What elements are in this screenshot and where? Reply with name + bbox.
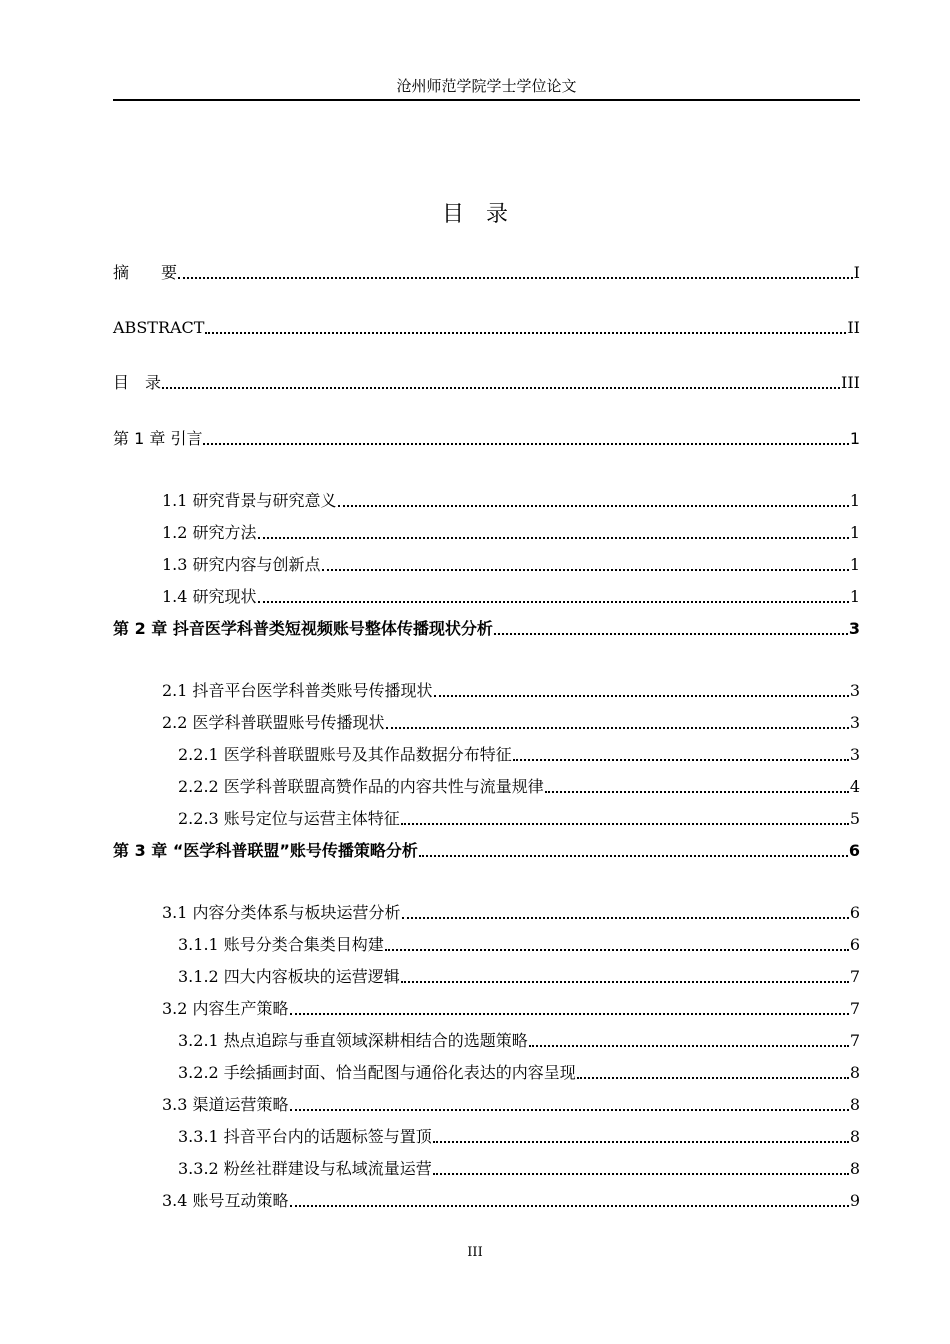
toc-entry-title: 1.1 研究背景与研究意义 [162, 491, 337, 510]
toc-entry-section-2-2-3[interactable] [178, 806, 860, 830]
toc-entry-section-3-1-2[interactable] [178, 964, 860, 988]
toc-entry-page: 6 [848, 841, 860, 860]
toc-leader-dots [494, 633, 848, 635]
toc-entry-title: 3.4 账号互动策略 [162, 1191, 289, 1210]
toc-leader-dots [205, 332, 846, 334]
toc-entry-page: I [853, 263, 860, 282]
toc-leader-dots [401, 823, 849, 825]
toc-entry-page: 1 [849, 429, 860, 448]
toc-leader-dots [203, 443, 848, 445]
toc-entry-section-1-4[interactable] [162, 584, 860, 608]
toc-entry-section-3-1-1[interactable] [178, 932, 860, 956]
toc-leader-dots [258, 537, 849, 539]
toc-entry-title: 摘 要 [113, 263, 178, 282]
toc-entry-section-1-3[interactable] [162, 552, 860, 576]
page-number-footer: III [467, 1245, 483, 1260]
toc-leader-dots [419, 855, 848, 857]
toc-entry-section-2-2[interactable] [162, 710, 860, 734]
toc-leader-dots [338, 505, 849, 507]
toc-leader-dots [513, 759, 849, 761]
toc-leader-dots [545, 791, 849, 793]
toc-entry-section-3-1[interactable] [162, 900, 860, 924]
toc-entry-page: 3 [848, 619, 860, 638]
toc-leader-dots [290, 1109, 849, 1111]
toc-entry-title: 3.1.1 账号分类合集类目构建 [178, 935, 384, 954]
toc-entry-contents[interactable] [113, 370, 860, 394]
toc-entry-title: 3.3 渠道运营策略 [162, 1095, 289, 1114]
toc-leader-dots [401, 981, 849, 983]
toc-entry-page: 8 [849, 1127, 860, 1146]
toc-leader-dots [178, 277, 853, 279]
toc-entry-abstract-cn[interactable] [113, 260, 860, 284]
toc-entry-page: 8 [849, 1159, 860, 1178]
toc-entry-page: 3 [849, 745, 860, 764]
toc-leader-dots [433, 1141, 849, 1143]
toc-entry-title: 2.2.3 账号定位与运营主体特征 [178, 809, 400, 828]
toc-entry-title: 1.4 研究现状 [162, 587, 257, 606]
toc-entry-title: 2.2.1 医学科普联盟账号及其作品数据分布特征 [178, 745, 512, 764]
toc-entry-title: 2.2.2 医学科普联盟高赞作品的内容共性与流量规律 [178, 777, 544, 796]
toc-entry-chapter-2[interactable] [113, 616, 860, 640]
toc-entry-page: 8 [849, 1095, 860, 1114]
toc-entry-title: 第 2 章 抖音医学科普类短视频账号整体传播现状分析 [113, 619, 493, 638]
toc-entry-page: III [841, 373, 860, 392]
toc-entry-page: 7 [849, 999, 860, 1018]
toc-entry-section-3-2-1[interactable] [178, 1028, 860, 1052]
toc-leader-dots [385, 949, 849, 951]
toc-entry-page: 5 [849, 809, 860, 828]
toc-entry-page: 1 [849, 491, 860, 510]
toc-entry-page: 3 [849, 681, 860, 700]
toc-leader-dots [386, 727, 849, 729]
toc-entry-page: 6 [849, 903, 860, 922]
toc-entry-page: 3 [849, 713, 860, 732]
toc-entry-title: 3.2.1 热点追踪与垂直领域深耕相结合的选题策略 [178, 1031, 528, 1050]
toc-leader-dots [577, 1077, 849, 1079]
toc-entry-title: 2.1 抖音平台医学科普类账号传播现状 [162, 681, 433, 700]
toc-entry-title: 3.2 内容生产策略 [162, 999, 289, 1018]
toc-leader-dots [322, 569, 849, 571]
toc-entry-title: 3.2.2 手绘插画封面、恰当配图与通俗化表达的内容呈现 [178, 1063, 576, 1082]
toc-entry-section-2-2-1[interactable] [178, 742, 860, 766]
toc-leader-dots [162, 387, 840, 389]
toc-entry-abstract-en[interactable] [113, 315, 860, 339]
toc-entry-page: 6 [849, 935, 860, 954]
toc-entry-page: 4 [849, 777, 860, 796]
toc-entry-section-3-3-1[interactable] [178, 1124, 860, 1148]
toc-leader-dots [433, 1173, 849, 1175]
toc-entry-section-3-3[interactable] [162, 1092, 860, 1116]
toc-leader-dots [258, 601, 849, 603]
toc-entry-title: 1.3 研究内容与创新点 [162, 555, 321, 574]
toc-entry-page: 7 [849, 1031, 860, 1050]
toc-entry-page: 1 [849, 523, 860, 542]
toc-entry-section-2-1[interactable] [162, 678, 860, 702]
toc-entry-title: 3.1 内容分类体系与板块运营分析 [162, 903, 401, 922]
toc-entry-title: 1.2 研究方法 [162, 523, 257, 542]
toc-entry-title: 第 1 章 引言 [113, 429, 203, 448]
toc-entry-page: 8 [849, 1063, 860, 1082]
toc-entry-title: 第 3 章 “医学科普联盟”账号传播策略分析 [113, 841, 418, 860]
toc-entry-title: 3.3.1 抖音平台内的话题标签与置顶 [178, 1127, 432, 1146]
toc-entry-chapter-3[interactable] [113, 838, 860, 862]
toc-leader-dots [290, 1013, 849, 1015]
toc-entry-page: 9 [849, 1191, 860, 1210]
toc-entry-title: ABSTRACT [113, 318, 205, 337]
toc-entry-section-1-1[interactable] [162, 488, 860, 512]
toc-entry-title: 3.1.2 四大内容板块的运营逻辑 [178, 967, 400, 986]
toc-entry-page: 7 [849, 967, 860, 986]
toc-leader-dots [434, 695, 849, 697]
toc-entry-section-3-3-2[interactable] [178, 1156, 860, 1180]
header-rule [113, 99, 860, 101]
toc-entry-page: 1 [849, 587, 860, 606]
toc-entry-page: 1 [849, 555, 860, 574]
toc-entry-section-3-4[interactable] [162, 1188, 860, 1212]
toc-entry-page: II [847, 318, 860, 337]
toc-entry-title: 目 录 [113, 373, 162, 392]
toc-entry-title: 2.2 医学科普联盟账号传播现状 [162, 713, 385, 732]
toc-leader-dots [529, 1045, 849, 1047]
toc-entry-chapter-1[interactable] [113, 426, 860, 450]
toc-entry-title: 3.3.2 粉丝社群建设与私域流量运营 [178, 1159, 432, 1178]
toc-entry-section-2-2-2[interactable] [178, 774, 860, 798]
toc-entry-section-1-2[interactable] [162, 520, 860, 544]
toc-leader-dots [290, 1205, 849, 1207]
toc-entry-section-3-2-2[interactable] [178, 1060, 860, 1084]
running-header: 沧州师范学院学士学位论文 [396, 77, 577, 95]
toc-entry-section-3-2[interactable] [162, 996, 860, 1020]
page-title: 目 录 [441, 202, 508, 227]
toc-leader-dots [402, 917, 849, 919]
